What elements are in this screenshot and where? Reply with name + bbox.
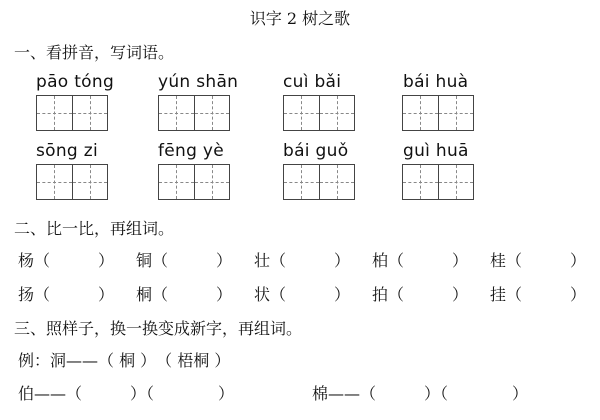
pinyin-item: cuì bǎi: [283, 72, 342, 92]
writing-grid[interactable]: [36, 95, 108, 131]
pinyin-item: bái guǒ: [283, 141, 349, 161]
compare-item: 桂（ ）: [490, 251, 587, 270]
writing-grid[interactable]: [283, 95, 355, 131]
pinyin-item: pāo tóng: [36, 72, 115, 92]
compare-item: 铜（ ）: [136, 251, 233, 270]
pinyin-item: bái huà: [403, 72, 469, 92]
exercise-line: 棉——（ ）（ ）: [312, 384, 529, 403]
compare-item: 拍（ ）: [372, 285, 469, 304]
compare-item: 桐（ ）: [136, 285, 233, 304]
compare-item: 扬（ ）: [18, 285, 115, 304]
pinyin-item: guì huā: [403, 141, 469, 161]
pinyin-item: fēng yè: [158, 141, 225, 161]
writing-grid[interactable]: [158, 95, 230, 131]
compare-item: 壮（ ）: [254, 251, 351, 270]
writing-grid[interactable]: [402, 164, 474, 200]
pinyin-item: yún shān: [158, 72, 239, 92]
section3-heading: 三、照样子，换一换变成新字，再组词。: [14, 319, 303, 338]
page-title: 识字 2 树之歌: [249, 9, 351, 28]
compare-item: 挂（ ）: [490, 285, 587, 304]
pinyin-item: sōng zi: [36, 141, 98, 161]
writing-grid[interactable]: [283, 164, 355, 200]
example-line: 例：洞——（ 桐 ） （ 梧桐 ）: [18, 351, 231, 370]
compare-item: 柏（ ）: [372, 251, 469, 270]
writing-grid[interactable]: [36, 164, 108, 200]
section1-heading: 一、看拼音，写词语。: [14, 43, 175, 62]
compare-item: 状（ ）: [254, 285, 351, 304]
writing-grid[interactable]: [402, 95, 474, 131]
exercise-line: 伯——（ ）（ ）: [18, 384, 235, 403]
compare-item: 杨（ ）: [18, 251, 115, 270]
section2-heading: 二、比一比，再组词。: [14, 219, 175, 238]
writing-grid[interactable]: [158, 164, 230, 200]
